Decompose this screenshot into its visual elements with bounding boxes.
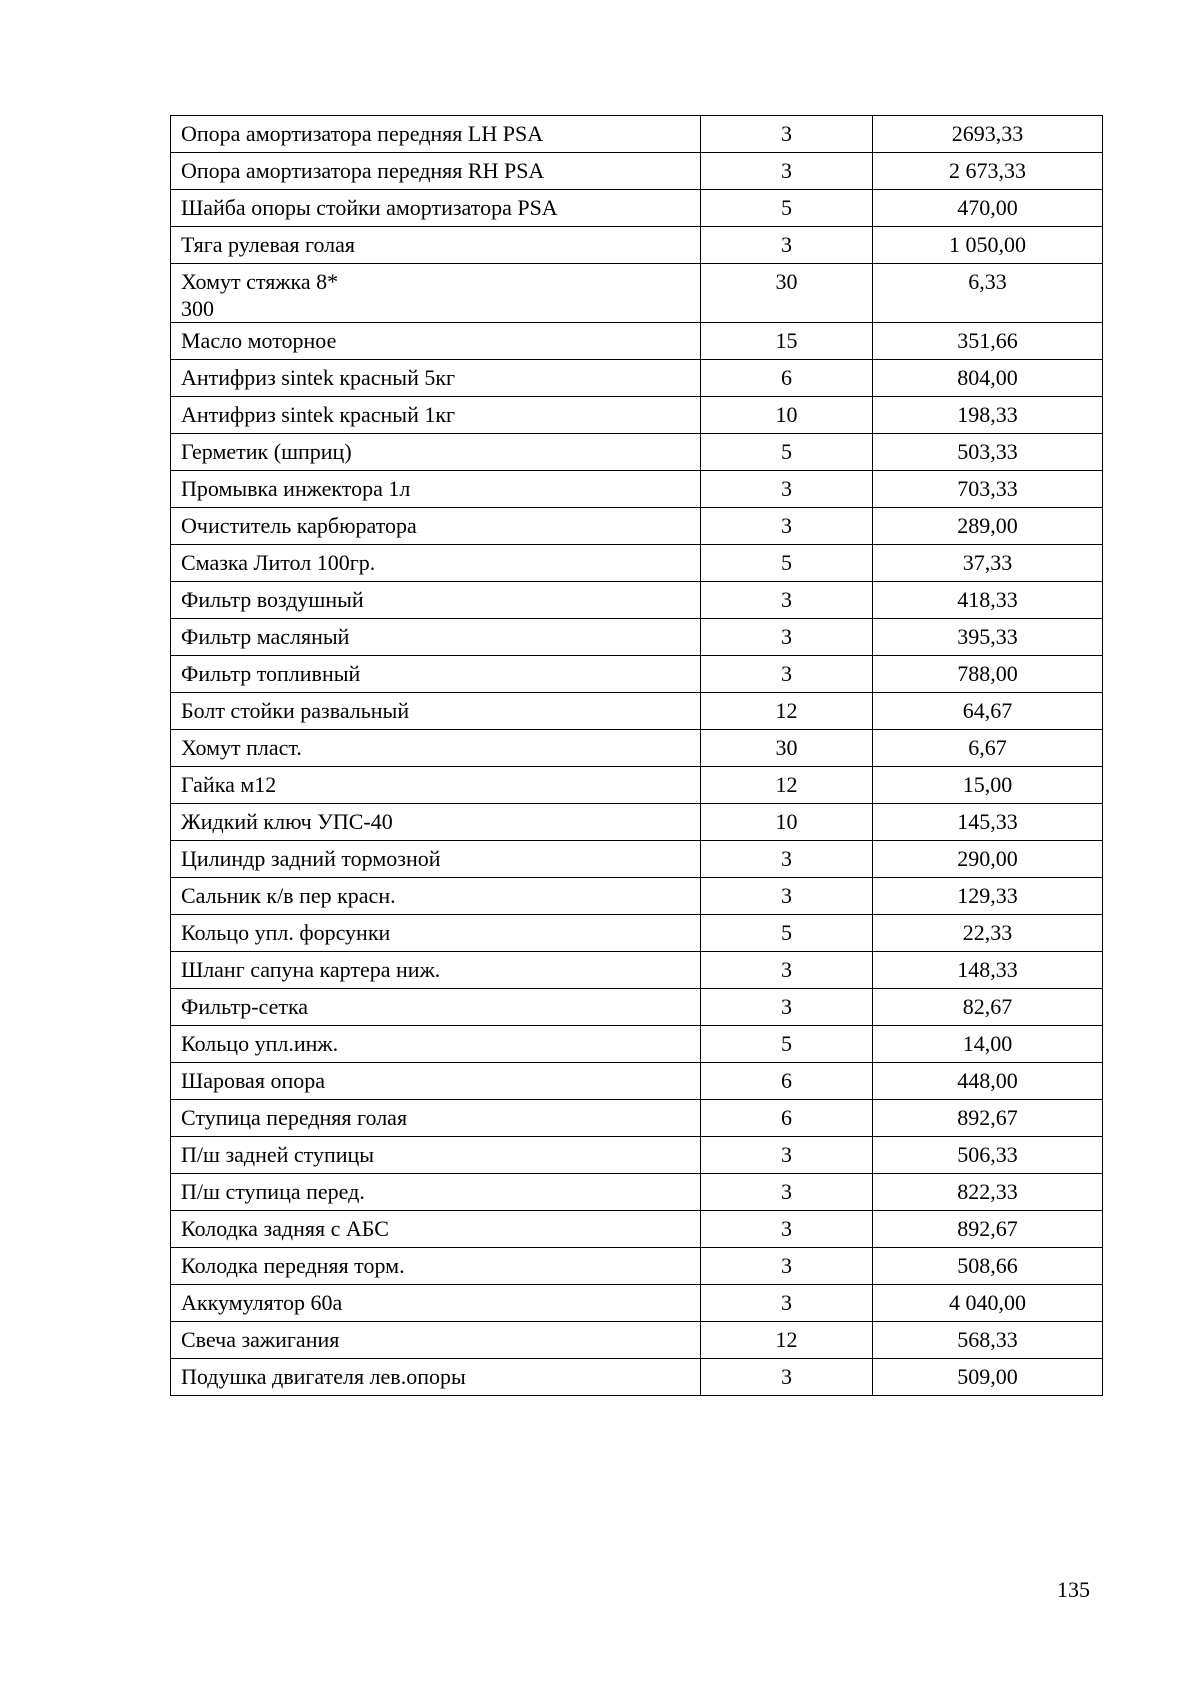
quantity-cell: 3: [701, 116, 873, 153]
price-cell: 892,67: [873, 1100, 1103, 1137]
table-row: [171, 397, 1103, 434]
table-row: [171, 360, 1103, 397]
page-number: 135: [1057, 1577, 1090, 1602]
table-row: [171, 1211, 1103, 1248]
quantity-cell: 5: [701, 434, 873, 471]
item-name-cell: П/ш ступица перед.: [171, 1174, 701, 1211]
quantity-cell: 5: [701, 915, 873, 952]
price-cell: 448,00: [873, 1063, 1103, 1100]
quantity-cell: 12: [701, 693, 873, 730]
item-name-cell: Антифриз sintek красный 1кг: [171, 397, 701, 434]
price-cell: 6,33: [873, 264, 1103, 323]
quantity-cell: 5: [701, 545, 873, 582]
quantity-cell: 3: [701, 1211, 873, 1248]
table-row: [171, 1100, 1103, 1137]
item-name-cell: Ступица передняя голая: [171, 1100, 701, 1137]
item-name-cell: Гайка м12: [171, 767, 701, 804]
item-name-cell: Опора амортизатора передняя RH PSA: [171, 153, 701, 190]
item-name-cell: Шланг сапуна картера ниж.: [171, 952, 701, 989]
quantity-cell: 6: [701, 1100, 873, 1137]
table-row: [171, 508, 1103, 545]
quantity-cell: 6: [701, 1063, 873, 1100]
table-row: [171, 1322, 1103, 1359]
price-cell: 506,33: [873, 1137, 1103, 1174]
price-cell: 289,00: [873, 508, 1103, 545]
item-name-cell: Цилиндр задний тормозной: [171, 841, 701, 878]
quantity-cell: 5: [701, 1026, 873, 1063]
item-name-cell: Масло моторное: [171, 323, 701, 360]
price-cell: 1 050,00: [873, 227, 1103, 264]
quantity-cell: 3: [701, 1285, 873, 1322]
price-cell: 503,33: [873, 434, 1103, 471]
quantity-cell: 3: [701, 619, 873, 656]
quantity-cell: 3: [701, 508, 873, 545]
quantity-cell: 3: [701, 227, 873, 264]
table-row: [171, 952, 1103, 989]
table-row: [171, 1359, 1103, 1396]
item-name-cell: Смазка Литол 100гр.: [171, 545, 701, 582]
item-name-cell: Хомут стяжка 8* 300: [171, 264, 701, 323]
price-cell: 703,33: [873, 471, 1103, 508]
item-name-cell: Кольцо упл.инж.: [171, 1026, 701, 1063]
table-row: [171, 878, 1103, 915]
table-row: [171, 545, 1103, 582]
quantity-cell: 10: [701, 397, 873, 434]
price-cell: 788,00: [873, 656, 1103, 693]
price-cell: 129,33: [873, 878, 1103, 915]
quantity-cell: 5: [701, 190, 873, 227]
item-name-cell: Фильтр масляный: [171, 619, 701, 656]
item-name-cell: Жидкий ключ УПС-40: [171, 804, 701, 841]
quantity-cell: 3: [701, 989, 873, 1026]
item-name-cell: Фильтр топливный: [171, 656, 701, 693]
table-row: [171, 730, 1103, 767]
quantity-cell: 3: [701, 1174, 873, 1211]
quantity-cell: 3: [701, 878, 873, 915]
table-row: [171, 582, 1103, 619]
quantity-cell: 10: [701, 804, 873, 841]
item-name-cell: Кольцо упл. форсунки: [171, 915, 701, 952]
quantity-cell: 3: [701, 582, 873, 619]
item-name-cell: Свеча зажигания: [171, 1322, 701, 1359]
quantity-cell: 3: [701, 1359, 873, 1396]
price-cell: 37,33: [873, 545, 1103, 582]
table-row: [171, 804, 1103, 841]
item-name-cell: Хомут пласт.: [171, 730, 701, 767]
item-name-cell: Фильтр-сетка: [171, 989, 701, 1026]
price-cell: 568,33: [873, 1322, 1103, 1359]
quantity-cell: 3: [701, 1137, 873, 1174]
table-row: [171, 1285, 1103, 1322]
quantity-cell: 3: [701, 952, 873, 989]
table-row: [171, 1063, 1103, 1100]
price-cell: 2 673,33: [873, 153, 1103, 190]
item-name-cell: Очиститель карбюратора: [171, 508, 701, 545]
item-name-cell: Фильтр воздушный: [171, 582, 701, 619]
parts-table-body: [171, 116, 1103, 1396]
table-row: [171, 619, 1103, 656]
price-cell: 418,33: [873, 582, 1103, 619]
table-row: [171, 656, 1103, 693]
price-cell: 148,33: [873, 952, 1103, 989]
item-name-cell: Колодка задняя с АБС: [171, 1211, 701, 1248]
item-name-cell: Подушка двигателя лев.опоры: [171, 1359, 701, 1396]
item-name-cell: Аккумулятор 60а: [171, 1285, 701, 1322]
table-row: [171, 693, 1103, 730]
table-row: [171, 434, 1103, 471]
price-cell: 508,66: [873, 1248, 1103, 1285]
table-row: [171, 915, 1103, 952]
quantity-cell: 30: [701, 264, 873, 323]
parts-table: [170, 115, 1103, 1396]
table-row: [171, 227, 1103, 264]
quantity-cell: 3: [701, 1248, 873, 1285]
table-row: [171, 153, 1103, 190]
price-cell: 145,33: [873, 804, 1103, 841]
quantity-cell: 30: [701, 730, 873, 767]
quantity-cell: 3: [701, 656, 873, 693]
price-cell: 470,00: [873, 190, 1103, 227]
price-cell: 22,33: [873, 915, 1103, 952]
table-row: [171, 1026, 1103, 1063]
item-name-cell: Опора амортизатора передняя LH PSA: [171, 116, 701, 153]
table-row: [171, 841, 1103, 878]
price-cell: 804,00: [873, 360, 1103, 397]
quantity-cell: 12: [701, 767, 873, 804]
item-name-cell: Антифриз sintek красный 5кг: [171, 360, 701, 397]
table-row: [171, 323, 1103, 360]
item-name-cell: Герметик (шприц): [171, 434, 701, 471]
item-name-cell: Сальник к/в пер красн.: [171, 878, 701, 915]
price-cell: 822,33: [873, 1174, 1103, 1211]
price-cell: 509,00: [873, 1359, 1103, 1396]
price-cell: 290,00: [873, 841, 1103, 878]
table-row: [171, 471, 1103, 508]
item-name-cell: П/ш задней ступицы: [171, 1137, 701, 1174]
price-cell: 15,00: [873, 767, 1103, 804]
table-row: [171, 264, 1103, 323]
table-row: [171, 989, 1103, 1026]
table-row: [171, 767, 1103, 804]
price-cell: 351,66: [873, 323, 1103, 360]
price-cell: 14,00: [873, 1026, 1103, 1063]
item-name-cell: Болт стойки развальный: [171, 693, 701, 730]
quantity-cell: 12: [701, 1322, 873, 1359]
quantity-cell: 15: [701, 323, 873, 360]
quantity-cell: 3: [701, 471, 873, 508]
quantity-cell: 3: [701, 841, 873, 878]
item-name-cell: Тяга рулевая голая: [171, 227, 701, 264]
price-cell: 892,67: [873, 1211, 1103, 1248]
price-cell: 2693,33: [873, 116, 1103, 153]
price-cell: 4 040,00: [873, 1285, 1103, 1322]
item-name-cell: Шайба опоры стойки амортизатора PSA: [171, 190, 701, 227]
table-row: [171, 1137, 1103, 1174]
table-row: [171, 1248, 1103, 1285]
table-row: [171, 116, 1103, 153]
price-cell: 395,33: [873, 619, 1103, 656]
quantity-cell: 3: [701, 153, 873, 190]
price-cell: 6,67: [873, 730, 1103, 767]
table-row: [171, 190, 1103, 227]
item-name-cell: Колодка передняя торм.: [171, 1248, 701, 1285]
price-cell: 198,33: [873, 397, 1103, 434]
item-name-cell: Промывка инжектора 1л: [171, 471, 701, 508]
quantity-cell: 6: [701, 360, 873, 397]
price-cell: 64,67: [873, 693, 1103, 730]
table-row: [171, 1174, 1103, 1211]
item-name-cell: Шаровая опора: [171, 1063, 701, 1100]
price-cell: 82,67: [873, 989, 1103, 1026]
